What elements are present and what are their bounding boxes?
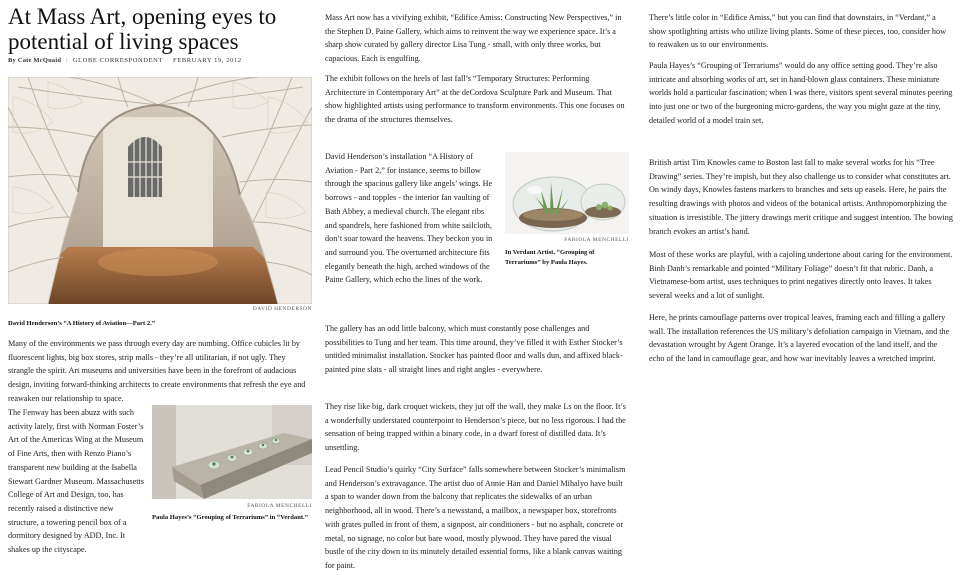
terrarium-globe-photo — [505, 152, 629, 234]
col3-paragraph-4: Most of these works are playful, with a cajoling undertone about caring for the environment. Binh Danh’s remarkable and pointed “Military Foliage” doesn’t fit that rubric. Danh, a Vietnamese-born artist, uses techniques to print negatives directly onto leaves. It takes several weeks and a lot of sunlight. — [649, 250, 953, 301]
main-image-credit: DAVID HENDERSON — [252, 306, 312, 312]
aviation-installation-photo — [8, 77, 312, 304]
col3-paragraph-2: Paula Hayes’s “Grouping of Terrariums” would do any office setting good. They’re also intricate and absorbing works of art, set in hand-blown glass containers. These miniature worlds hold a particular fascination; when I was there, visitors spent several minutes peering into just one or two of the burgeoning micro-gardens, the way you might gaze at the tiny, detailed world of a model train set. — [649, 61, 953, 125]
col2-paragraph-4: The gallery has an odd little balcony, which must constantly pose challenges and possibilities to Tung and her team. This time around, they’ve filled it with Esther Stocker’s untitled minimalist installation. Stocker has painted floor and walls dun, and affixed black-painted pine slats - all straight lines and right angles - everywhere. — [325, 324, 623, 375]
terrarium-table-caption: Paula Hayes’s “Grouping of Terrariums” in “Verdant.” — [152, 514, 309, 521]
col2-paragraph-3: David Henderson’s installation “A History of Aviation - Part 2,” for instance, seems to billow through the spacious gallery like angels’ wings. He borrows - and topples - the interior fan vaulting of Bath Abbey, a medieval church. The elegant ribs and spandrels, here fashioned from white sailcloth, don’t soar toward the heavens. They beckon you in and surround you. The overturned architecture fits elegantly beneath the high, arched windows of the Paine Gallery, which echo the lines of the work. — [325, 152, 493, 285]
byline-role: GLOBE CORRESPONDENT — [72, 57, 164, 64]
byline: By Cate McQuaid | GLOBE CORRESPONDENT FEBRUARY 19, 2012 — [8, 57, 242, 64]
article-headline: At Mass Art, opening eyes to potential of living spaces — [8, 4, 277, 54]
byline-author: By Cate McQuaid — [8, 57, 62, 64]
col3-paragraph-1: There’s little color in “Edifice Amiss,” but you can find that downstairs, in “Verdant,” a show spotlighting artists who utilize living plants. Some of these pieces, too, consider how to reawaken us to our environments. — [649, 13, 946, 50]
main-image-caption: David Henderson’s “A History of Aviation—Part 2.” — [8, 320, 156, 327]
col3-paragraph-3: British artist Tim Knowles came to Boston last fall to make several works for his “Tree Drawing” series. They’re impish, but they also challenge us to consider what constitutes art. On windy days, Knowles fastens markers to branches and sets up easels. Here, he pairs the resulting drawings with photos and videos of the botanical artists. Anthropomorphizing the situation is irresistible. The jittery drawings merit critique and suggest intention. The bowing branch evokes an artist’s hand. — [649, 158, 953, 236]
col2-paragraph-5: They rise like big, dark croquet wickets, they jut off the wall, they make Ls on the floor. It’s a wonderfully understated counterpoint to Henderson’s piece, but no less rigorous. I had the sensation of being trapped within a binary code, in a dwarf forest of distilled data. It’s unsettling. — [325, 402, 626, 453]
terrarium-globe-credit: FABIOLA MENCHELLI — [564, 237, 629, 243]
col2-paragraph-1: Mass Art now has a vivifying exhibit, “Edifice Amiss: Constructing New Perspectives,” in the Stephen D. Paine Gallery, which aims to reinvent the way we experience space. It’s a sharp show curated by gallery director Lisa Tung - small, with only three works, but capacious. Each is engulfing. — [325, 13, 622, 64]
byline-date: FEBRUARY 19, 2012 — [173, 57, 242, 64]
col2-paragraph-6: Lead Pencil Studio’s quirky “City Surface” falls somewhere between Stocker’s minimalism and Henderson’s extravagance. The artist duo of Annie Han and Daniel Mihalyo have built a span to wander down from the balcony that replicates the sidewalks of an urban neighborhood, all in wood. There’s a newsstand, a mailbox, a newspaper box, storefronts with grates pulled in front of them, a signpost, air conditioners - but no asphalt, concrete or metal, no signage, no color but bare wood, mostly plywood. They have pared the visual bustle of the city down to its minutely detailed essential forms, like a blank canvas waiting for paint. — [325, 465, 626, 570]
terrariums-table-photo — [152, 405, 312, 499]
col2-paragraph-2: The exhibit follows on the heels of last fall’s “Temporary Structures: Performing Architecture in Contemporary Art” at the deCordova Sculpture Park and Museum. That show highlighted artists using performance to transform environments. This one focuses on the drama of the structures themselves. — [325, 74, 625, 125]
col1-paragraph-2: The Fenway has been abuzz with such activity lately, first with Norman Foster’s Art of the Americas Wing at the Museum of Fine Arts, then with Renzo Piano’s transparent new building at the Isabella Stewart Gardner Museum. Massachusetts College of Art and Design, too, has recently raised a distinctive new structure, a towering pencil box of a dormitory designed by ADD, Inc. It shakes up the cityscape. — [8, 408, 144, 555]
col3-paragraph-5: Here, he prints camouflage patterns over tropical leaves, framing each and filling a gallery wall. The installation references the US military’s defoliation campaign in Vietnam, and the devastation wrought by Agent Orange. It’s a layered evocation of the land itself, and the echo of the land in camouflage gear, and how war inevitably leaves a wretched imprint. — [649, 313, 950, 364]
col1-paragraph-1: Many of the environments we pass through every day are numbing. Office cubicles lit by fluorescent lights, big box stores, strip malls - they’re all utilitarian, if not ugly. They strangle the spirit. Art museums and universities have been in the forefront of audacious design, inviting forward-thinking architects to create environments that refresh the eye and reawaken our relationship to space. — [8, 339, 306, 403]
terrarium-globe-caption: In Verdant Artist, “Grouping of Terrariums” by Paula Hayes. — [505, 249, 595, 266]
terrarium-table-credit: FABIOLA MENCHELLI — [247, 503, 312, 509]
